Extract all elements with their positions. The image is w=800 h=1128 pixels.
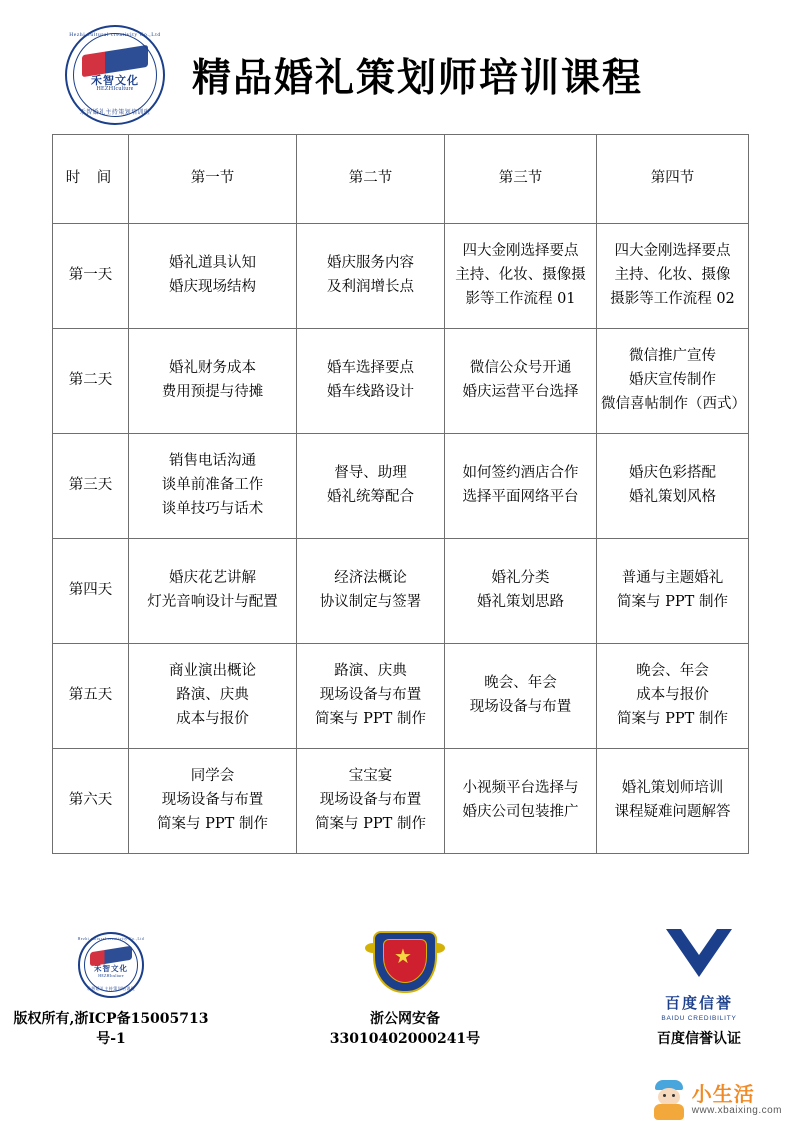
session-cell-line: 婚庆宣传制作 — [629, 372, 716, 389]
session-cell — [445, 329, 597, 434]
session-cell — [297, 539, 445, 644]
session-cell-line: 督导、助理 — [334, 465, 407, 482]
day-label-cell: 第二天 — [53, 329, 129, 434]
session-cell-line: 现场设备与布置 — [469, 699, 572, 715]
session-cell-line: 婚礼分类 — [491, 570, 550, 587]
session-cell-line: 现场设备与布置 — [319, 792, 422, 809]
session-cell-line: 商业演出概论 — [169, 663, 256, 680]
session-cell — [445, 644, 597, 749]
table-header-row — [53, 135, 749, 224]
session-cell — [129, 749, 297, 854]
session-cell-line: 微信喜帖制作（西式） — [601, 395, 746, 412]
day-label-cell: 第五天 — [53, 644, 129, 749]
session-cell — [445, 224, 597, 329]
session-cell-line: 婚车选择要点 — [327, 360, 414, 377]
footer-badges — [0, 918, 800, 1048]
session-cell-line: 现场设备与布置 — [319, 687, 422, 704]
page-title: 精品婚礼策划师培训课程 — [192, 55, 644, 101]
session-cell — [297, 434, 445, 539]
session-cell-line: 同学会 — [190, 768, 235, 785]
badge-icp-mark — [10, 928, 212, 1002]
logo-arc-bottom-text: 禾智婚礼主持策划培训班 — [79, 110, 151, 116]
mascot-eye-right — [672, 1094, 675, 1097]
session-cell-line: 简案与 PPT 制作 — [157, 815, 268, 832]
table-header — [53, 135, 749, 224]
session-cell — [129, 329, 297, 434]
session-cell — [597, 749, 749, 854]
session-cell-line: 婚礼统筹配合 — [327, 489, 414, 505]
table-row — [53, 224, 749, 329]
company-seal-icon — [76, 930, 146, 1000]
session-cell-line: 婚庆运营平台选择 — [462, 384, 579, 400]
session-cell — [297, 749, 445, 854]
session-cell-line: 普通与主题婚礼 — [621, 570, 724, 587]
session-cell-line: 婚庆现场结构 — [169, 279, 256, 295]
session-cell — [597, 329, 749, 434]
session-cell — [129, 434, 297, 539]
session-cell-line: 宝宝宴 — [348, 768, 393, 785]
session-cell-line: 婚礼策划风格 — [629, 489, 716, 505]
session-cell — [597, 539, 749, 644]
badge-baidu — [598, 918, 800, 1048]
session-cell — [129, 644, 297, 749]
watermark-url: www.xbaixing.com — [691, 1105, 782, 1116]
baidu-credibility-text: 百度信誉认证 — [657, 1031, 741, 1047]
session-cell-line: 费用预提与待摊 — [161, 384, 264, 400]
session-cell — [445, 434, 597, 539]
mini-logo-arc-top: Hezhi cultural creativity Co.,Ltd — [77, 937, 145, 941]
session-cell-line: 现场设备与布置 — [161, 792, 264, 809]
mascot-eye-left — [663, 1094, 666, 1097]
session-cell — [445, 539, 597, 644]
table-row — [53, 749, 749, 854]
session-cell-line: 销售电话沟通 — [169, 453, 256, 470]
table-body — [53, 224, 749, 854]
logo-company-name-cn: 禾智文化 — [91, 75, 139, 87]
day-label-cell: 第一天 — [53, 224, 129, 329]
session-cell-line: 影等工作流程 01 — [465, 290, 576, 307]
mini-logo-name-en: HEZHIculture — [98, 973, 124, 978]
baidu-mark-cn: 百度信誉 — [664, 996, 733, 1012]
session-cell-line: 婚庆公司包装推广 — [462, 804, 579, 820]
session-cell-line: 四大金刚选择要点 — [462, 243, 579, 260]
session-cell — [129, 539, 297, 644]
badge-icp — [10, 928, 212, 1048]
police-star-icon: ★ — [394, 946, 412, 968]
session-cell-line: 四大金刚选择要点 — [614, 243, 731, 260]
session-cell — [297, 224, 445, 329]
column-header-session-2: 第二节 — [297, 135, 445, 224]
session-cell-line: 课程疑难问题解答 — [614, 804, 731, 820]
watermark-title: 小生活 — [691, 1082, 755, 1106]
session-cell-line: 及利润增长点 — [327, 279, 414, 295]
column-header-time: 时 间 — [53, 135, 129, 224]
column-header-session-3: 第三节 — [445, 135, 597, 224]
session-cell — [297, 329, 445, 434]
session-cell-line: 婚庆花艺讲解 — [169, 570, 256, 587]
badge-police-mark — [304, 928, 506, 1002]
session-cell-line: 微信推广宣传 — [629, 348, 716, 365]
logo-arc-top-text: Hezhi cultural creativity Co.,Ltd — [69, 32, 161, 38]
day-label-cell: 第四天 — [53, 539, 129, 644]
session-cell-line: 摄影等工作流程 02 — [610, 290, 735, 307]
day-label-cell: 第六天 — [53, 749, 129, 854]
session-cell-line: 路演、庆典 — [176, 687, 249, 704]
icp-license-text: 版权所有,浙ICP备15005713号-1 — [13, 1011, 209, 1047]
session-cell-line: 谈单技巧与话术 — [161, 500, 264, 517]
session-cell-line: 简案与 PPT 制作 — [617, 710, 728, 727]
session-cell — [129, 224, 297, 329]
police-registration-text: 浙公网安备 33010402000241号 — [329, 1011, 481, 1047]
table-row — [53, 434, 749, 539]
mini-logo-name-cn: 禾智文化 — [94, 964, 128, 973]
column-header-session-1: 第一节 — [129, 135, 297, 224]
mini-logo-arc-bottom: 禾智婚礼主持策划培训班 — [86, 986, 136, 991]
session-cell-line: 婚庆服务内容 — [327, 255, 414, 272]
session-cell — [597, 434, 749, 539]
session-cell-line: 晚会、年会 — [636, 663, 709, 680]
schedule-table-container — [52, 134, 748, 854]
mascot-body — [654, 1104, 684, 1120]
session-cell-line: 如何签约酒店合作 — [462, 465, 579, 482]
session-cell — [597, 644, 749, 749]
session-cell-line: 婚礼策划师培训 — [621, 780, 724, 797]
page-footer — [0, 918, 800, 1048]
session-cell-line: 婚礼策划思路 — [477, 594, 564, 610]
table-row — [53, 539, 749, 644]
logo-company-name-en: HEZHIculture — [96, 86, 134, 92]
table-row — [53, 329, 749, 434]
police-emblem-icon — [367, 929, 443, 1001]
table-row — [53, 644, 749, 749]
session-cell-line: 简案与 PPT 制作 — [617, 594, 728, 610]
session-cell-line: 婚庆色彩搭配 — [629, 465, 716, 482]
session-cell-line: 婚车线路设计 — [327, 384, 414, 400]
baidu-credibility-icon — [660, 925, 738, 985]
session-cell-line: 主持、化妆、摄像 — [614, 267, 731, 284]
session-cell-line: 主持、化妆、摄像摄 — [455, 267, 586, 284]
site-watermark — [652, 1080, 782, 1120]
baidu-mark-en: BAIDU CREDIBILITY — [661, 1015, 737, 1022]
session-cell-line: 协议制定与签署 — [319, 594, 422, 610]
session-cell-line: 简案与 PPT 制作 — [315, 710, 426, 727]
session-cell-line: 成本与报价 — [176, 710, 249, 727]
session-cell-line: 谈单前准备工作 — [161, 477, 264, 494]
session-cell-line: 选择平面网络平台 — [462, 489, 579, 505]
session-cell — [445, 749, 597, 854]
session-cell — [597, 224, 749, 329]
session-cell-line: 灯光音响设计与配置 — [147, 594, 278, 610]
page-header — [0, 0, 800, 116]
session-cell-line: 简案与 PPT 制作 — [315, 815, 426, 832]
badge-baidu-mark — [598, 918, 800, 992]
company-logo — [60, 20, 170, 130]
session-cell-line: 晚会、年会 — [484, 675, 557, 692]
day-label-cell: 第三天 — [53, 434, 129, 539]
session-cell-line: 婚礼财务成本 — [169, 360, 256, 377]
session-cell — [297, 644, 445, 749]
session-cell-line: 微信公众号开通 — [469, 360, 572, 377]
column-header-session-4: 第四节 — [597, 135, 749, 224]
schedule-table — [52, 134, 749, 854]
session-cell-line: 小视频平台选择与 — [462, 780, 579, 797]
session-cell-line: 经济法概论 — [334, 570, 407, 587]
badge-police — [304, 928, 506, 1048]
session-cell-line: 路演、庆典 — [334, 663, 407, 680]
session-cell-line: 成本与报价 — [636, 687, 709, 704]
watermark-mascot-icon — [652, 1080, 686, 1120]
session-cell-line: 婚礼道具认知 — [169, 255, 256, 272]
